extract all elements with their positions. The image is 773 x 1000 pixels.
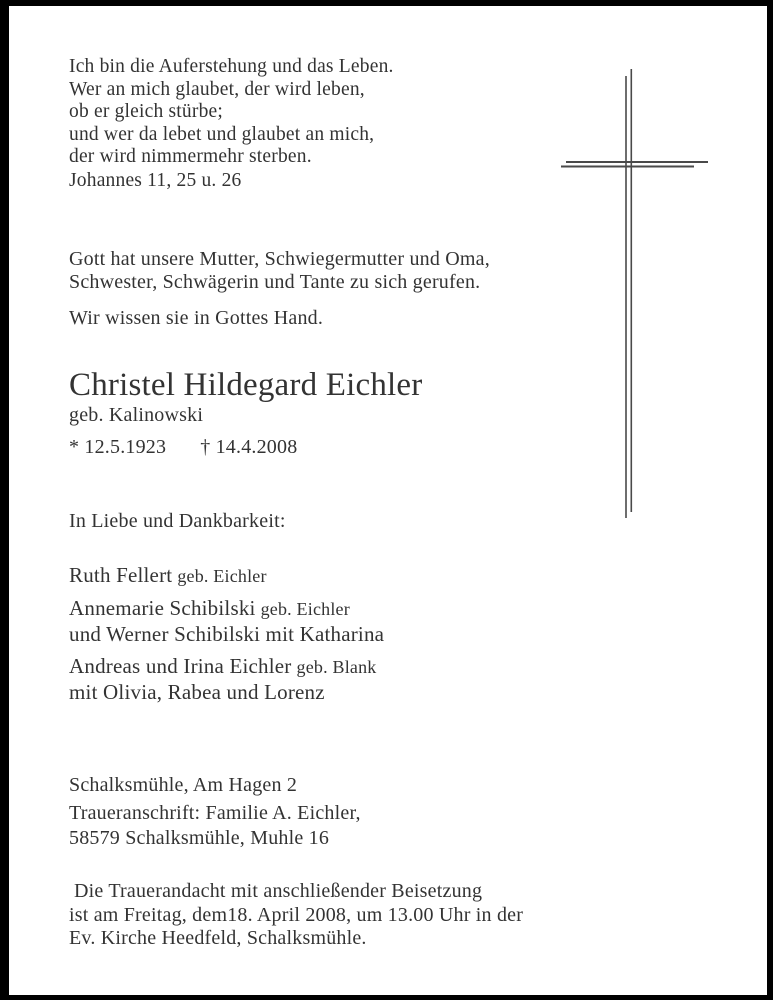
mourner-birth-name: geb. Eichler: [260, 599, 350, 619]
mourner-name: mit Olivia, Rabea und Lorenz: [69, 680, 325, 704]
announcement-text: [69, 248, 490, 330]
announcement-line: Gott hat unsere Mutter, Schwiegermutter und Oma,: [69, 248, 490, 270]
mourners-list: [69, 563, 384, 705]
service-info-line: Ev. Kirche Heedfeld, Schalksmühle.: [69, 927, 367, 949]
mourner-line: [69, 654, 384, 680]
service-info-line: ist am Freitag, dem18. April 2008, um 13.00 Uhr in der: [69, 903, 524, 926]
birth-date: * 12.5.1923: [69, 436, 167, 458]
condolence-address-line: 58579 Schalksmühle, Muhle 16: [69, 827, 330, 849]
scripture-line: der wird nimmermehr sterben.: [69, 146, 312, 167]
deceased-name: Christel Hildegard Eichler: [69, 367, 423, 403]
service-info: [69, 880, 523, 951]
mourner-birth-name: geb. Eichler: [177, 566, 267, 586]
birth-name: geb. Kalinowski: [69, 404, 204, 426]
scripture-line: Wer an mich glaubet, der wird leben,: [69, 78, 365, 100]
death-date: † 14.4.2008: [200, 436, 298, 458]
mourner-name: und Werner Schibilski mit Katharina: [69, 622, 385, 646]
deceased-block: [69, 367, 422, 459]
scripture-quote: [69, 56, 394, 192]
trust-line: Wir wissen sie in Gottes Hand.: [69, 307, 324, 329]
mourning-intro: In Liebe und Dankbarkeit:: [69, 510, 286, 532]
service-info-line: Die Trauerandacht mit anschließender Beisetzung: [74, 880, 483, 902]
scripture-line: und wer da lebet und glaubet an mich,: [69, 123, 375, 145]
mourner-name: Andreas und Irina Eichler: [69, 654, 292, 678]
mourner-line: [69, 596, 384, 622]
residence-line: Schalksmühle, Am Hagen 2: [69, 774, 298, 796]
scripture-reference: Johannes 11, 25 u. 26: [69, 169, 242, 191]
condolence-address-line: Traueranschrift: Familie A. Eichler,: [69, 802, 361, 824]
mourner-name: Annemarie Schibilski: [69, 596, 256, 620]
scripture-line: Ich bin die Auferstehung und das Leben.: [69, 56, 394, 77]
address-block: [69, 773, 361, 851]
announcement-line: Schwester, Schwägerin und Tante zu sich gerufen.: [69, 271, 481, 293]
mourner-line: [69, 680, 384, 705]
mourner-line: [69, 622, 384, 647]
mourner-birth-name: geb. Blank: [296, 657, 377, 677]
scripture-line: ob er gleich stürbe;: [69, 101, 223, 122]
mourner-name: Ruth Fellert: [69, 563, 173, 587]
life-dates: [69, 435, 422, 459]
mourner-line: [69, 563, 384, 589]
